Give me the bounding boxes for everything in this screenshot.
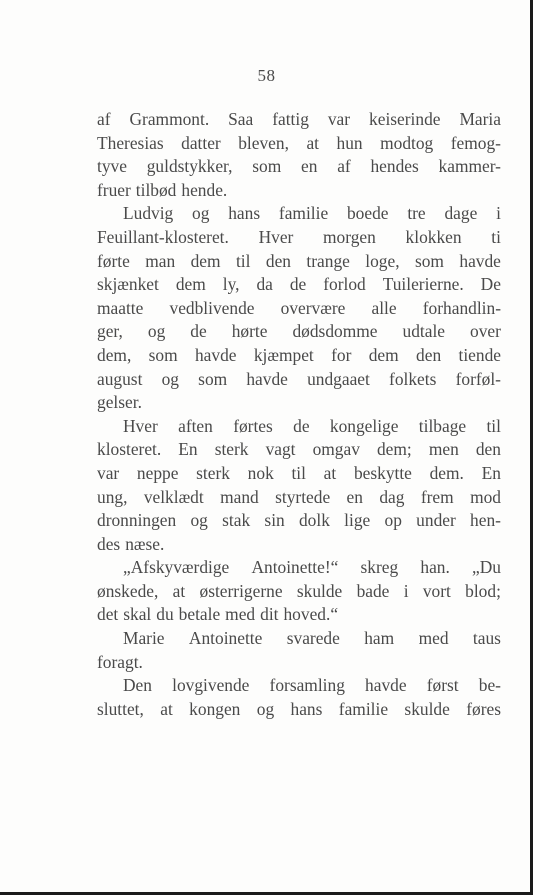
word: mand	[220, 486, 259, 507]
word: hans	[228, 203, 261, 224]
word: hørte	[231, 321, 268, 342]
word: som	[252, 156, 282, 177]
word: var	[327, 109, 351, 129]
word: de	[293, 415, 310, 436]
word: tre	[407, 203, 426, 224]
text-line	[97, 250, 501, 274]
word: nok	[247, 462, 274, 483]
word: ly,	[222, 274, 240, 295]
text-line	[97, 391, 501, 415]
word: tilbød	[135, 179, 177, 200]
word: at	[323, 462, 337, 483]
word: velklædt	[143, 486, 204, 507]
word: des	[97, 533, 121, 554]
word: familie	[338, 698, 389, 719]
word: Tuilerierne.	[382, 274, 464, 295]
text-line	[97, 297, 501, 321]
page-number: 58	[257, 66, 276, 85]
text-line	[97, 674, 501, 698]
word: fruer	[97, 179, 131, 200]
word: i	[496, 203, 501, 224]
word: klokken	[405, 226, 462, 247]
word: loge,	[365, 250, 400, 271]
word: skreg	[360, 557, 399, 578]
word: En	[178, 439, 198, 460]
text-line	[97, 580, 501, 604]
word: hoved.“	[283, 604, 339, 625]
word: da	[256, 274, 273, 295]
text-line	[97, 368, 501, 392]
text-line	[97, 320, 501, 344]
word: femog-	[450, 132, 501, 153]
word: havde	[194, 344, 237, 365]
word: sluttet,	[97, 698, 144, 719]
word: førte	[97, 250, 130, 271]
word: som	[414, 250, 444, 271]
word: hendes	[370, 156, 419, 177]
word: som	[198, 368, 228, 389]
word: En	[481, 462, 501, 483]
word: af	[97, 109, 111, 129]
word: østerrigerne	[199, 580, 283, 601]
word: datter	[181, 132, 221, 153]
word: og	[147, 321, 166, 342]
word: folkets	[389, 368, 437, 389]
word: han.	[420, 557, 450, 578]
word: man	[145, 250, 176, 271]
word: Marie	[123, 628, 165, 649]
word: tilbage	[418, 415, 467, 436]
word: Maria	[459, 109, 501, 129]
text-line	[97, 533, 501, 557]
word: bleven,	[238, 132, 289, 153]
word: foragt.	[97, 651, 143, 672]
word: mod	[470, 486, 501, 507]
word: tiende	[458, 344, 501, 365]
word: Saa	[228, 109, 254, 129]
word: til	[235, 250, 251, 271]
word: førtes	[233, 415, 273, 436]
word: ger,	[97, 321, 123, 342]
word: kjæmpet	[253, 344, 314, 365]
text-line	[97, 179, 501, 203]
word: guldstykker,	[146, 156, 233, 177]
word: den	[265, 250, 291, 271]
word: fattig	[272, 109, 309, 129]
word: kammer-	[438, 156, 501, 177]
text-line	[97, 132, 501, 156]
word: dødsdomme	[292, 321, 378, 342]
word: Den	[123, 675, 152, 696]
word: aften	[178, 415, 213, 436]
word: at	[172, 580, 186, 601]
text-line	[97, 509, 501, 533]
word: dem;	[376, 439, 412, 460]
word: skal	[123, 604, 152, 625]
word: neppe	[136, 462, 179, 483]
word: be-	[478, 675, 501, 696]
word: med	[418, 628, 449, 649]
word: med	[225, 604, 256, 625]
word: modtog	[380, 132, 434, 153]
word: morgen	[323, 226, 376, 247]
word: en	[346, 486, 363, 507]
word: Hver	[258, 226, 294, 247]
text-line	[97, 415, 501, 439]
word: keiserinde	[369, 109, 441, 129]
word: vedblivende	[169, 297, 255, 318]
text-line	[97, 202, 501, 226]
word: Hver	[123, 415, 158, 436]
word: trange	[306, 250, 350, 271]
word: stak	[222, 510, 251, 531]
word: styrtede	[275, 486, 331, 507]
word: taus	[472, 628, 501, 649]
text-line	[97, 155, 501, 179]
word: klosteret.	[97, 439, 162, 460]
word: „Afskyværdige	[123, 557, 230, 578]
word: skulde	[404, 698, 450, 719]
text-line	[97, 651, 501, 675]
word: de	[289, 274, 307, 295]
text-line	[97, 627, 501, 651]
word: Antoinette!“	[251, 557, 339, 578]
word: vagt	[265, 439, 296, 460]
word: sterk	[214, 439, 249, 460]
word: maatte	[97, 297, 144, 318]
word: forsamling	[269, 675, 345, 696]
word: en	[301, 156, 318, 177]
word: dem,	[97, 344, 132, 365]
word: undgaaet	[307, 368, 370, 389]
word: den	[475, 439, 501, 460]
text-line	[97, 438, 501, 462]
word: du	[156, 604, 174, 625]
word: forlod	[323, 274, 366, 295]
word: havde	[459, 250, 501, 271]
word: skjænket	[97, 274, 159, 295]
word: hans	[290, 698, 323, 719]
word: og	[190, 510, 208, 531]
word: forføl-	[455, 368, 501, 389]
word: havde	[246, 368, 288, 389]
word: betale	[178, 604, 221, 625]
word: dit	[260, 604, 279, 625]
word: ønskede,	[97, 580, 159, 601]
word: det	[97, 604, 119, 625]
word: til	[291, 462, 306, 483]
word: at	[306, 132, 319, 153]
word: at	[160, 698, 173, 719]
word: forhandlin-	[422, 297, 501, 318]
word: De	[480, 274, 501, 295]
word: og	[256, 698, 275, 719]
word: lovgivende	[172, 675, 250, 696]
word: var	[97, 462, 120, 483]
word: og	[161, 368, 179, 389]
word: havde	[365, 675, 407, 696]
word: vort	[422, 580, 451, 601]
word: sterk	[196, 462, 230, 483]
word: dage	[444, 203, 478, 224]
word: ham	[364, 628, 395, 649]
word: af	[337, 156, 351, 177]
word: gelser.	[97, 392, 142, 413]
word: Antoinette	[188, 628, 263, 649]
word: august	[97, 368, 143, 389]
word: beskytte	[353, 462, 412, 483]
word: Feuillant-klosteret.	[97, 226, 229, 247]
word: under	[416, 510, 456, 531]
word: familie	[278, 203, 329, 224]
word: som	[148, 344, 178, 365]
word: frem	[420, 486, 454, 507]
text-line	[97, 556, 501, 580]
word: over	[470, 321, 501, 342]
word: sin	[264, 510, 285, 531]
word: udtale	[402, 321, 446, 342]
word: dronningen	[97, 510, 177, 531]
word: til	[486, 415, 501, 436]
word: og	[192, 203, 210, 224]
word: overvære	[280, 297, 346, 318]
word: i	[403, 580, 409, 601]
word: kongelige	[329, 415, 399, 436]
text-line	[97, 486, 501, 510]
word: ti	[491, 226, 501, 247]
word: først	[426, 675, 459, 696]
word: dolk	[298, 510, 330, 531]
word: dem	[368, 344, 399, 365]
word: Grammont.	[129, 109, 210, 129]
word: dag	[379, 486, 405, 507]
word: ung,	[97, 486, 128, 507]
word: bade	[356, 580, 390, 601]
word: føres	[466, 698, 501, 719]
word: hende.	[181, 179, 228, 200]
word: for	[331, 344, 352, 365]
word: op	[384, 510, 402, 531]
text-line	[97, 226, 501, 250]
word: dem	[175, 274, 206, 295]
word: den	[416, 344, 442, 365]
word: kongen	[189, 698, 241, 719]
text-line	[97, 273, 501, 297]
word: næse.	[125, 533, 165, 554]
word: men	[428, 439, 459, 460]
word: omgav	[312, 439, 360, 460]
word: hen-	[470, 510, 501, 531]
word: svarede	[286, 628, 340, 649]
word: „Du	[472, 557, 501, 578]
word: blod;	[465, 580, 501, 601]
word: de	[190, 321, 207, 342]
text-line	[97, 603, 501, 627]
word: hun	[336, 132, 363, 153]
word: dem	[190, 250, 221, 271]
text-line	[97, 462, 501, 486]
text-line	[97, 698, 501, 722]
word: skulde	[296, 580, 343, 601]
word: Ludvig	[123, 203, 174, 224]
word: dem.	[429, 462, 464, 483]
word: lige	[344, 510, 371, 531]
text-line	[97, 344, 501, 368]
word: alle	[371, 297, 397, 318]
text-line	[97, 108, 501, 132]
word: tyve	[97, 156, 127, 177]
body-text	[97, 108, 501, 721]
word: boede	[346, 203, 389, 224]
word: Theresias	[97, 132, 164, 153]
